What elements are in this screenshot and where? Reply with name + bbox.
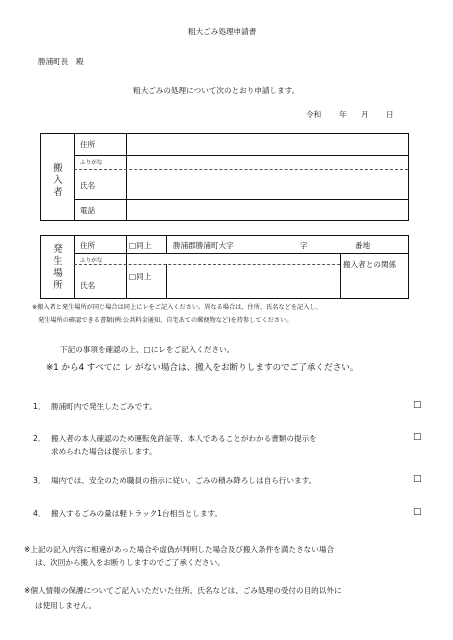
item-3-checkbox[interactable]: □ (413, 474, 422, 484)
applicant-phone-label: 電話 (80, 206, 96, 215)
applicant-section-label: 搬入者 (53, 163, 63, 198)
origin-relation-label: 搬入者との関係 (343, 260, 397, 269)
origin-section-label: 発生場所 (53, 244, 63, 291)
origin-same-above-checkbox-2[interactable]: □同上 (129, 272, 152, 281)
item-text: 場内では、安全のため職員の指示に従い、ごみの積み降ろしは自ら行います。 (51, 476, 317, 485)
page-title: 粗大ごみ処理申請書 (188, 27, 257, 36)
origin-banchi-label: 番地 (355, 241, 371, 250)
origin-same-above-checkbox[interactable]: □同上 (129, 241, 152, 250)
origin-name-field[interactable] (168, 266, 338, 297)
item-1-checkbox[interactable]: □ (413, 400, 422, 410)
origin-relation-field[interactable] (342, 271, 406, 297)
item-number: 4． (33, 509, 46, 518)
origin-address-label: 住所 (80, 241, 96, 250)
date-day: 日 (386, 110, 394, 119)
item-number: 1． (33, 402, 46, 411)
applicant-name-field[interactable] (128, 171, 406, 198)
date-month: 月 (361, 110, 369, 119)
note-2-line-1: ※上記の記入内容に相違があった場合や虚偽が判明した場合及び搬入条件を満たさない場合 (24, 545, 335, 554)
origin-aza-label: 字 (300, 241, 308, 250)
applicant-name-label: 氏名 (80, 181, 96, 190)
item-2-checkbox[interactable]: □ (413, 432, 422, 442)
warning-text: ※1 から4 すべてに レ がない場合は、搬入をお断りしますのでご了承ください。 (46, 363, 359, 373)
applicant-furigana-label: ふりがな (80, 160, 103, 166)
note-1-line-1: ※搬入者と発生場所が同じ場合は同上にレをご記入ください。異なる場合は、住所、氏名などを記入し、 (32, 304, 322, 311)
item-text: 勝浦町内で発生したごみです。 (51, 402, 157, 411)
origin-address-prefix: 勝浦郡勝浦町大字 (173, 241, 234, 250)
item-text-line-2: 求められた場合は提示します。 (51, 447, 157, 456)
item-text: 搬入するごみの量は軽トラック1台相当とします。 (51, 509, 223, 518)
applicant-address-field[interactable] (128, 135, 406, 154)
note-2-line-2: は、次回から搬入をお断りしますのでご了承ください。 (35, 558, 225, 567)
note-1-line-2: 発生場所の確認できる書類(例:公共料金通知、自宅あての郵便物など)を持参してください。 (38, 317, 293, 324)
note-3-line-2: は使用しません。 (35, 601, 97, 610)
intro-text: 粗大ごみの処理について次のとおり申請します。 (133, 86, 300, 95)
addressee: 勝浦町長 殿 (38, 57, 84, 66)
origin-furigana-label: ふりがな (80, 258, 103, 264)
date-era: 令和 (306, 110, 322, 119)
origin-furigana-field[interactable] (168, 255, 338, 263)
applicant-phone-field[interactable] (128, 201, 406, 219)
note-3-line-1: ※個人情報の保護についてご記入いただいた住所、氏名などは、ごみ処理の受付の目的以外に (24, 586, 342, 595)
item-number: 2． (33, 434, 46, 443)
confirm-instruction: 下記の事項を確認の上、□にレをご記入ください。 (60, 345, 235, 354)
applicant-address-label: 住所 (80, 140, 96, 149)
item-4-checkbox[interactable]: □ (413, 507, 422, 517)
applicant-furigana-field[interactable] (128, 157, 406, 168)
item-text: 搬入者の本人確認のため運転免許証等、本人であることがわかる書類の提示を (51, 434, 317, 443)
origin-name-label: 氏名 (80, 281, 96, 290)
item-number: 3． (33, 476, 46, 485)
date-year: 年 (339, 110, 347, 119)
